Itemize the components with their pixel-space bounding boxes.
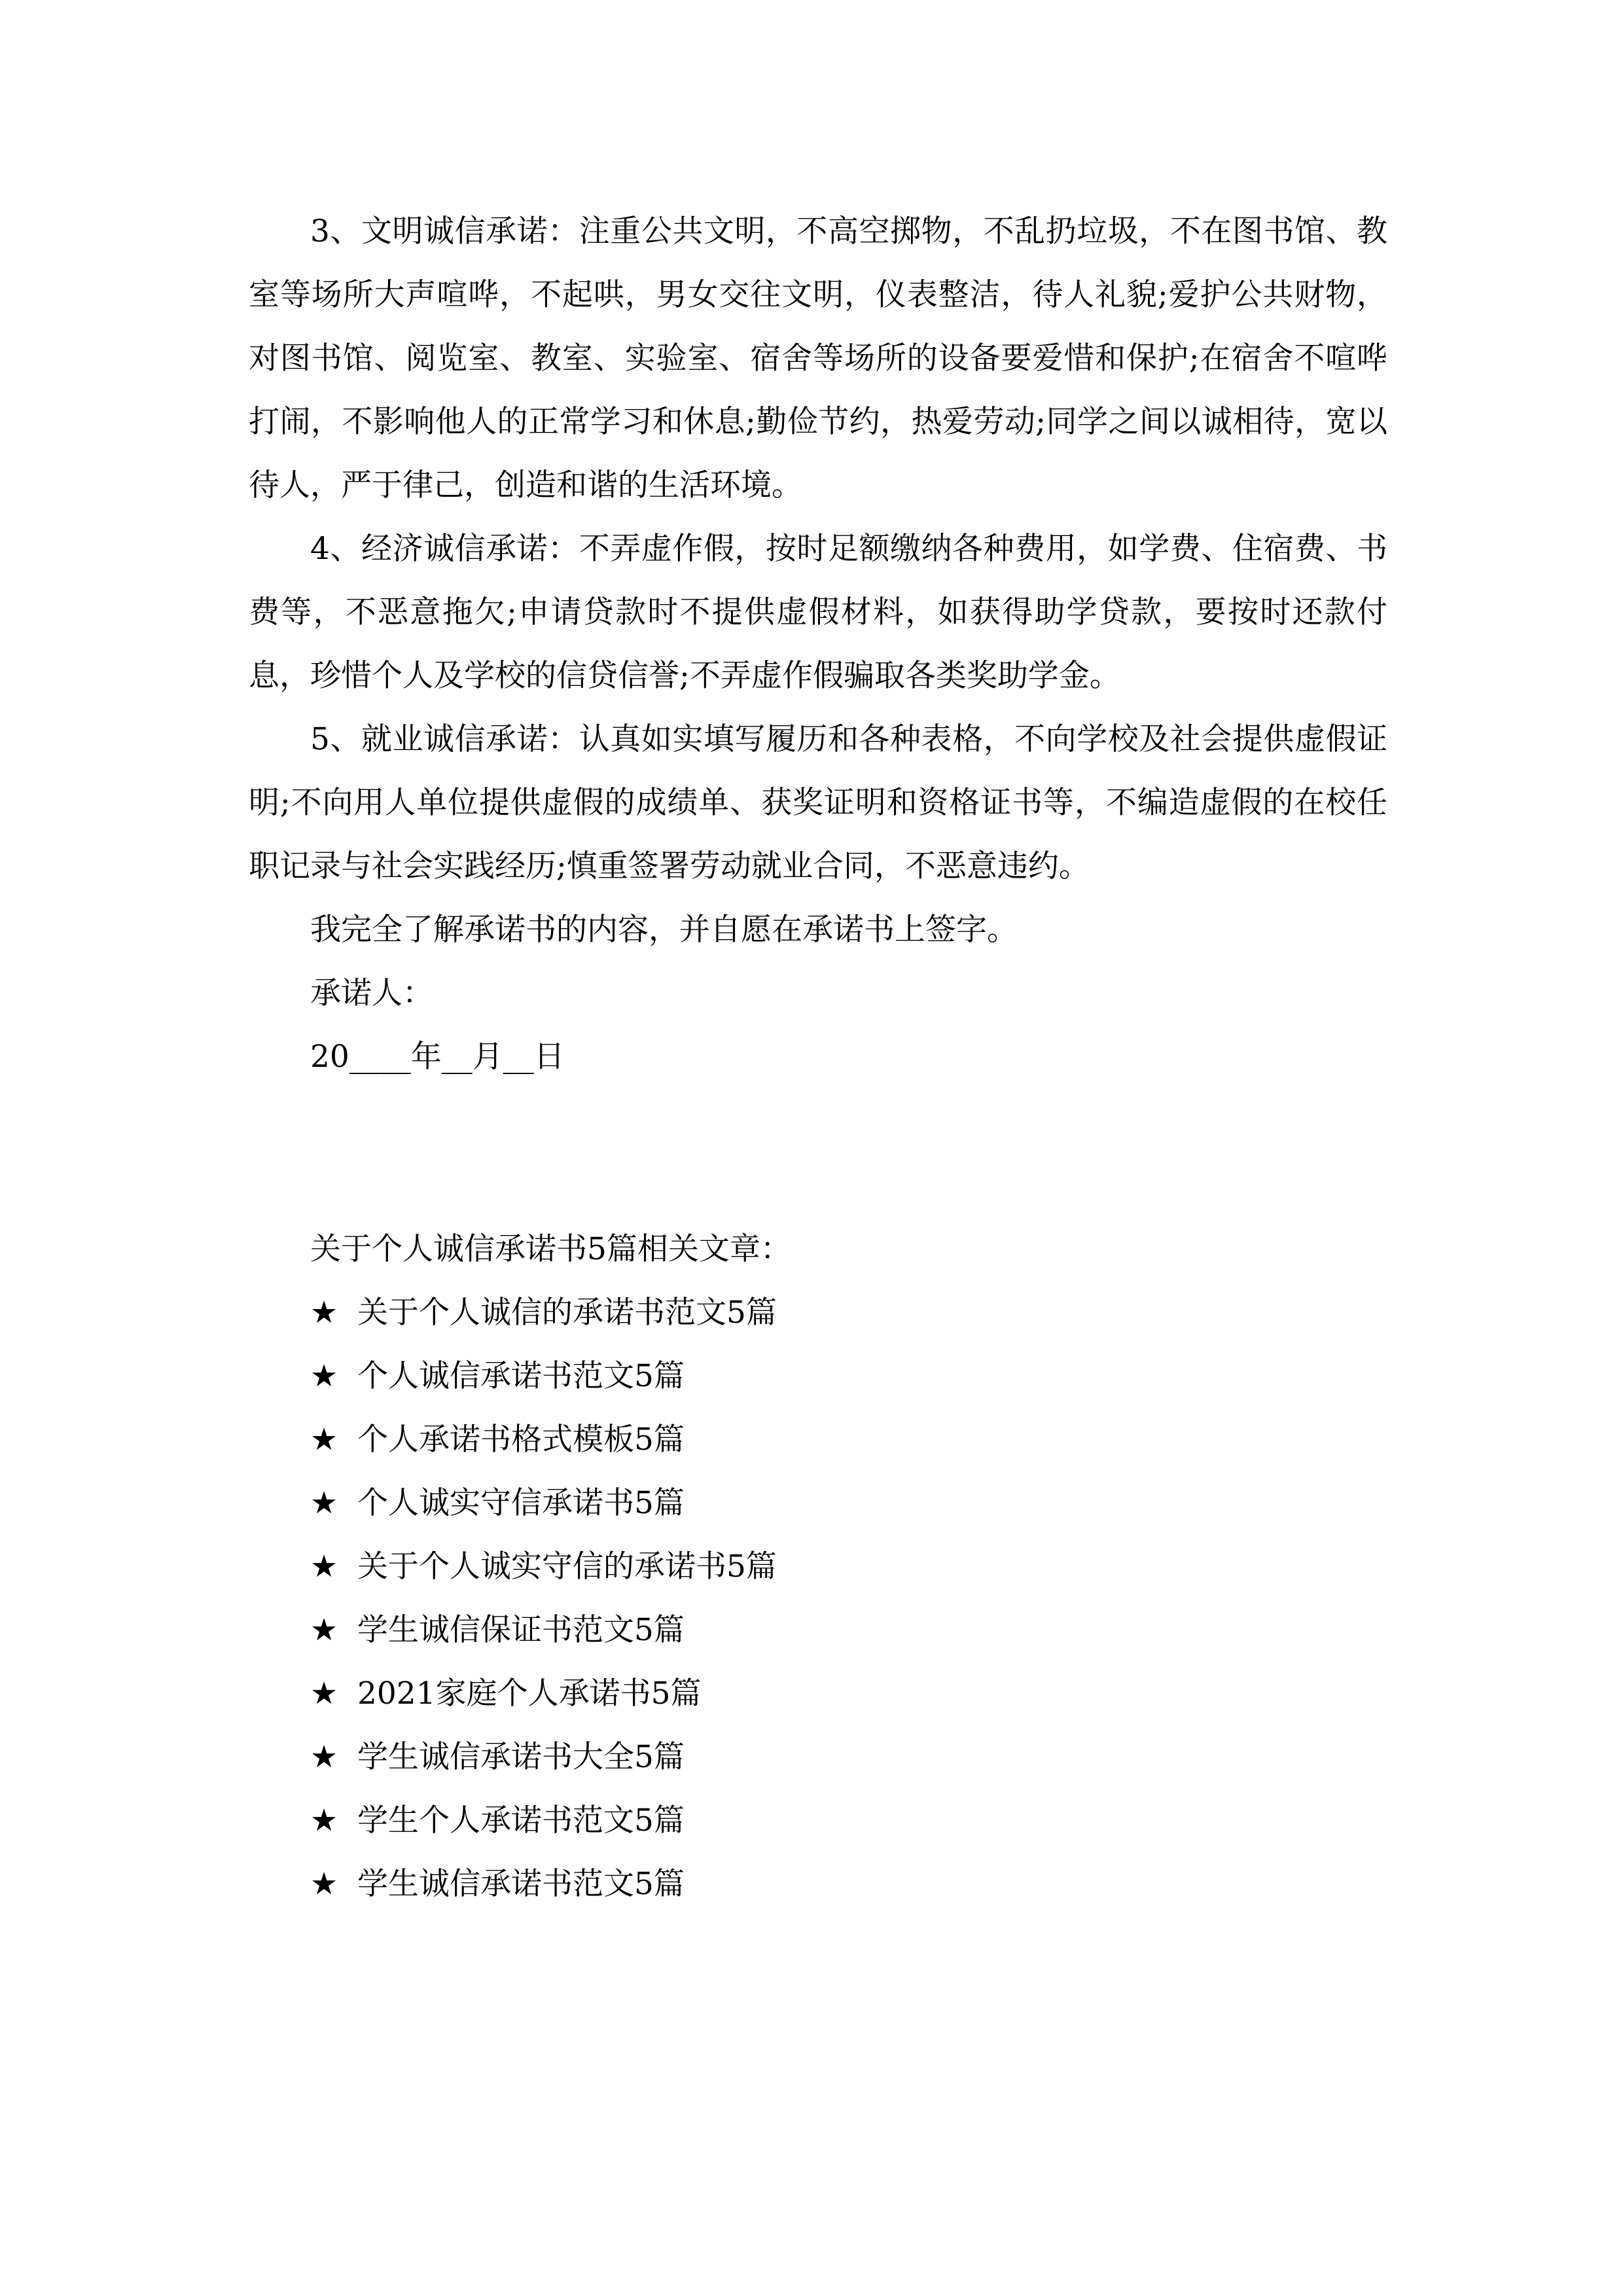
star-icon: ★ [310,1612,338,1648]
related-article-title: 个人诚信承诺书范文5篇 [357,1358,685,1394]
star-icon: ★ [310,1422,338,1458]
related-article-link[interactable] [310,1725,1357,1789]
related-article-link[interactable] [310,1852,1357,1916]
related-article-link[interactable] [310,1471,1357,1535]
related-article-title: 2021家庭个人承诺书5篇 [357,1676,702,1712]
related-article-title: 关于个人诚信的承诺书范文5篇 [357,1295,777,1331]
pledge-item-economic: 4、经济诚信承诺：不弄虚作假，按时足额缴纳各种费用，如学费、住宿费、书费等，不恶意拖欠;申请贷款时不提供虚假材料，如获得助学贷款，要按时还款付息，珍惜个人及学校的信贷信誉;不弄虚作假骗取各类奖助学金。 [249,531,1387,694]
related-article-title: 个人承诺书格式模板5篇 [357,1422,685,1458]
related-articles-list [310,1281,1357,1916]
star-icon: ★ [310,1676,338,1712]
related-article-link[interactable] [310,1662,1357,1725]
related-articles [310,1217,1357,1916]
star-icon: ★ [310,1866,338,1902]
pledge-body [249,200,1387,1088]
related-article-title: 学生诚信保证书范文5篇 [357,1612,685,1648]
star-icon: ★ [310,1739,338,1775]
related-article-title: 学生个人承诺书范文5篇 [357,1803,685,1839]
star-icon: ★ [310,1295,338,1331]
related-article-title: 学生诚信承诺书大全5篇 [357,1739,685,1775]
related-article-link[interactable] [310,1598,1357,1662]
date-line: 20____年__月__日 [310,1039,565,1075]
related-article-link[interactable] [310,1281,1357,1344]
related-article-link[interactable] [310,1789,1357,1852]
related-article-title: 学生诚信承诺书范文5篇 [357,1866,685,1902]
related-article-link[interactable] [310,1408,1357,1471]
star-icon: ★ [310,1803,338,1839]
pledge-item-employment: 5、就业诚信承诺：认真如实填写履历和各种表格，不向学校及社会提供虚假证明;不向用人单位提供虚假的成绩单、获奖证明和资格证书等，不编造虚假的在校任职记录与社会实践经历;慎重签署劳动就业合同，不恶意违约。 [249,721,1387,884]
related-article-title: 个人诚实守信承诺书5篇 [357,1485,685,1521]
related-article-link[interactable] [310,1535,1357,1598]
signer-label: 承诺人： [310,975,433,1011]
related-article-title: 关于个人诚实守信的承诺书5篇 [357,1549,777,1585]
star-icon: ★ [310,1358,338,1394]
related-articles-title: 关于个人诚信承诺书5篇相关文章： [310,1231,791,1267]
pledge-item-civility: 3、文明诚信承诺：注重公共文明，不高空掷物，不乱扔垃圾，不在图书馆、教室等场所大声喧哗，不起哄，男女交往文明，仪表整洁，待人礼貌;爱护公共财物，对图书馆、阅览室、教室、实验室、宿舍等场所的设备要爱惜和保护;在宿舍不喧哗打闹，不影响他人的正常学习和休息;勤俭节约，热爱劳动;同学之间以诚相待，宽以待人，严于律己，创造和谐的生活环境。 [249,213,1387,503]
star-icon: ★ [310,1485,338,1521]
consent-statement: 我完全了解承诺书的内容，并自愿在承诺书上签字。 [310,912,1018,948]
related-article-link[interactable] [310,1344,1357,1408]
star-icon: ★ [310,1549,338,1585]
